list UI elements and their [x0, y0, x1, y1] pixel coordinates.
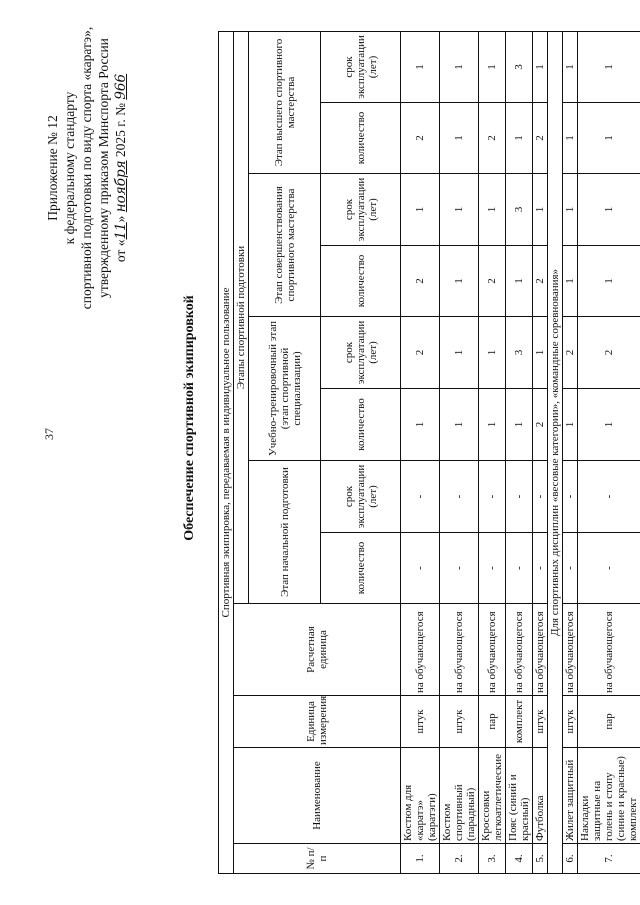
table-top-header: Спортивная экипировка, передаваемая в индивидуальное пользование: [219, 31, 234, 873]
section-label: Для спортивных дисциплин «весовые категории», «командные соревнования»: [548, 31, 563, 873]
date-month: ноября: [113, 160, 129, 213]
header-stage-initial: Этап начальной подготовки: [249, 461, 321, 604]
subheader-term: срок эксплуатации (лет): [321, 317, 401, 389]
header-stage-improvement: Этап совершенствования спортивного мастерства: [249, 174, 321, 317]
table-row: 6. Жилет защитный штук на обучающегося - - 1 2 1 1 1 1: [563, 31, 578, 873]
subheader-term: срок эксплуатации (лет): [321, 461, 401, 533]
rotated-page-content: [0, 18, 640, 888]
appendix-header: [44, 18, 130, 318]
equipment-table: [218, 31, 640, 874]
appendix-order: утвержденному приказом Минспорта России: [96, 38, 111, 298]
date-day: 11: [113, 222, 129, 240]
table-row: 2. Костюм спортивный (парадный) штук на обучающегося - - 1 1 1 1 1 1: [440, 31, 479, 873]
page-number: 37: [42, 428, 56, 440]
subheader-qty: количество: [321, 533, 401, 604]
subheader-qty: количество: [321, 389, 401, 461]
header-stage-training: Учебно-тренировочный этап (этап спортивной специализации): [249, 317, 321, 461]
table-row: 5. Футболка штук на обучающегося - - 2 1 2 1 2 1: [533, 31, 548, 873]
header-name: Наименование: [234, 748, 401, 844]
subheader-term: срок эксплуатации (лет): [321, 31, 401, 102]
subheader-qty: количество: [321, 103, 401, 174]
header-stage-higher: Этап высшего спортивного мастерства: [249, 31, 321, 173]
order-number: 966: [113, 73, 129, 100]
appendix-number: Приложение № 12: [45, 115, 60, 221]
subheader-term: срок эксплуатации (лет): [321, 174, 401, 246]
appendix-date: от «11» ноября 2025 г. № 966: [113, 73, 129, 263]
header-unit: Единица измерения: [234, 696, 401, 748]
table-row: 7. Накладки защитные на голень и стопу (синие и красные) комплект пар на обучающегося - - 1 2 1 1 1 1: [578, 31, 640, 873]
header-no: № п/п: [234, 844, 401, 874]
document-title: Обеспечение спортивной экипировкой: [182, 295, 197, 541]
appendix-sport: спортивной подготовки по виду спорта «каратэ»,: [79, 26, 94, 310]
table-row: 1. Костюм для «каратэ» (каратэги) штук на обучающегося - - 1 2 2 1 2 1: [401, 31, 440, 873]
header-calc: Расчетная единица: [234, 604, 401, 696]
appendix-standard: к федеральному стандарту: [62, 91, 77, 245]
section-row: [548, 31, 563, 873]
table-row: 3. Кроссовки легкоатлетические пар на обучающегося - - 1 1 2 1 2 1: [479, 31, 506, 873]
subheader-qty: количество: [321, 246, 401, 317]
header-stages: Этапы спортивной подготовки: [234, 31, 249, 603]
table-row: 4. Пояс (синий и красный) комплект на обучающегося - - 1 3 1 3 1 3: [506, 31, 533, 873]
